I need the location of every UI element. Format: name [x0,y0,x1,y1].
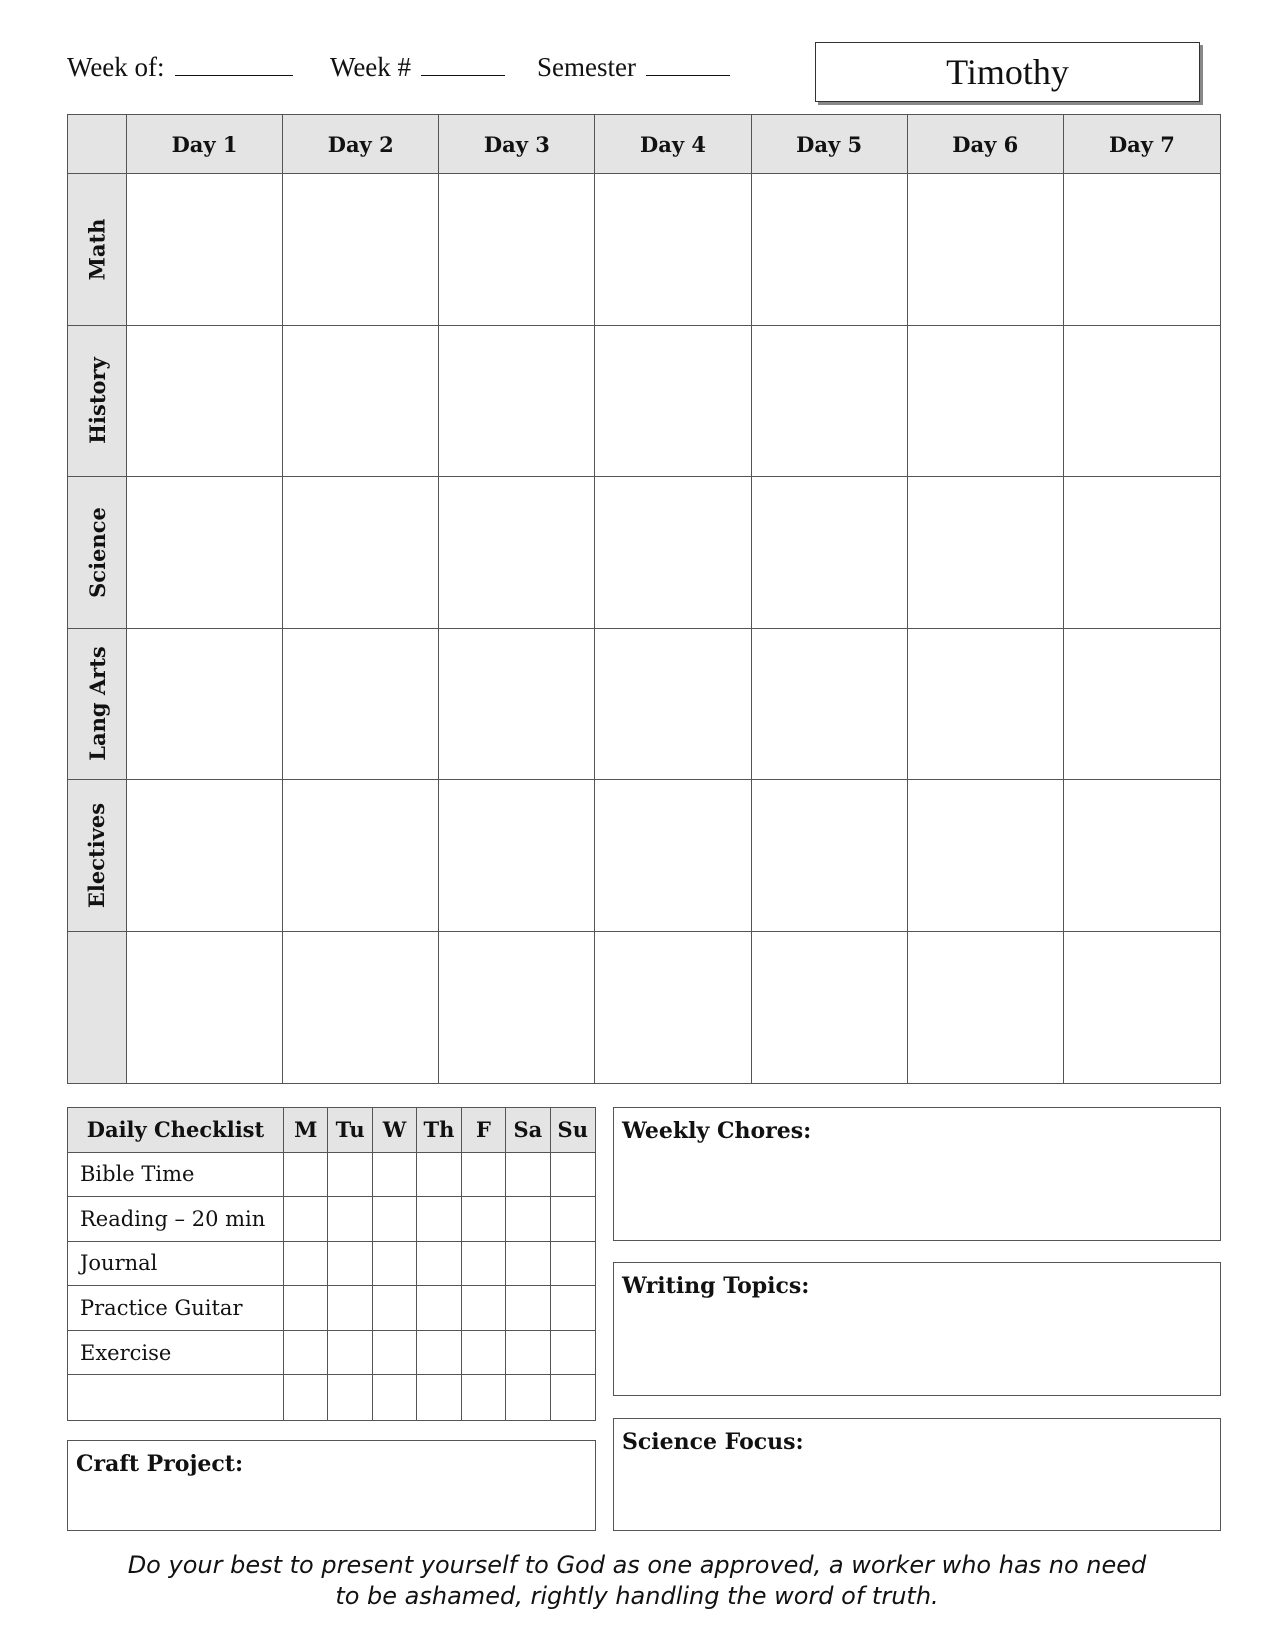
schedule-cell[interactable] [283,477,439,629]
schedule-cell[interactable] [908,780,1064,932]
checklist-checkbox[interactable] [417,1242,461,1287]
schedule-cell[interactable] [595,477,751,629]
schedule-cell[interactable] [439,477,595,629]
schedule-cell[interactable] [283,932,439,1084]
schedule-cell[interactable] [127,780,283,932]
checklist-checkbox[interactable] [551,1242,595,1287]
checklist-checkbox[interactable] [284,1153,328,1198]
weekly-schedule-grid [67,114,1221,1084]
checklist-checkbox[interactable] [506,1331,550,1376]
checklist-checkbox[interactable] [462,1375,506,1420]
subject-label: History [84,357,110,445]
grid-corner [68,115,127,174]
subject-label: Electives [84,802,110,908]
checklist-checkbox[interactable] [462,1286,506,1331]
week-of-field[interactable] [67,52,293,83]
schedule-cell[interactable] [127,326,283,478]
day-header-4: Day 4 [595,115,751,174]
checklist-item-practice-guitar: Practice Guitar [68,1286,284,1331]
daily-checklist-table [67,1107,596,1421]
week-of-label: Week of: [67,52,165,82]
checklist-item-bible-time: Bible Time [68,1153,284,1198]
schedule-cell[interactable] [752,629,908,781]
checklist-checkbox[interactable] [417,1375,461,1420]
checklist-checkbox[interactable] [417,1197,461,1242]
schedule-cell[interactable] [283,780,439,932]
checklist-day-m: M [284,1108,328,1153]
checklist-checkbox[interactable] [506,1375,550,1420]
checklist-checkbox[interactable] [284,1375,328,1420]
schedule-cell[interactable] [595,780,751,932]
checklist-checkbox[interactable] [551,1197,595,1242]
schedule-cell[interactable] [752,932,908,1084]
semester-field[interactable] [537,52,730,83]
checklist-checkbox[interactable] [417,1153,461,1198]
schedule-cell[interactable] [283,629,439,781]
craft-project-label: Craft Project: [76,1451,244,1477]
subject-row-label-electives [68,780,127,932]
schedule-cell[interactable] [439,780,595,932]
checklist-item-blank [68,1375,284,1420]
checklist-checkbox[interactable] [462,1242,506,1287]
schedule-cell[interactable] [752,174,908,326]
schedule-cell[interactable] [439,174,595,326]
schedule-cell[interactable] [283,326,439,478]
schedule-cell[interactable] [908,477,1064,629]
subject-label: Math [84,218,110,281]
checklist-checkbox[interactable] [462,1331,506,1376]
schedule-cell[interactable] [439,326,595,478]
schedule-cell[interactable] [1064,477,1220,629]
checklist-day-sa: Sa [506,1108,550,1153]
checklist-checkbox[interactable] [506,1197,550,1242]
schedule-cell[interactable] [752,326,908,478]
schedule-cell[interactable] [595,932,751,1084]
checklist-checkbox[interactable] [328,1331,372,1376]
day-header-2: Day 2 [283,115,439,174]
week-of-blank[interactable] [175,53,293,76]
weekly-chores-box[interactable] [613,1107,1221,1241]
checklist-checkbox[interactable] [462,1153,506,1198]
schedule-cell[interactable] [127,174,283,326]
checklist-day-su: Su [551,1108,595,1153]
schedule-cell[interactable] [439,932,595,1084]
checklist-checkbox[interactable] [506,1242,550,1287]
schedule-cell[interactable] [1064,780,1220,932]
checklist-checkbox[interactable] [373,1242,417,1287]
checklist-checkbox[interactable] [328,1242,372,1287]
schedule-cell[interactable] [595,629,751,781]
subject-label: Lang Arts [84,646,110,762]
checklist-item-reading-20-min: Reading – 20 min [68,1197,284,1242]
day-header-3: Day 3 [439,115,595,174]
schedule-cell[interactable] [283,174,439,326]
schedule-cell[interactable] [1064,326,1220,478]
checklist-checkbox[interactable] [328,1375,372,1420]
day-header-5: Day 5 [752,115,908,174]
checklist-checkbox[interactable] [551,1286,595,1331]
day-header-6: Day 6 [908,115,1064,174]
checklist-checkbox[interactable] [462,1197,506,1242]
checklist-checkbox[interactable] [417,1286,461,1331]
subject-row-label-lang-arts [68,629,127,781]
schedule-cell[interactable] [127,477,283,629]
checklist-checkbox[interactable] [373,1286,417,1331]
schedule-cell[interactable] [127,932,283,1084]
checklist-checkbox[interactable] [551,1153,595,1198]
checklist-checkbox[interactable] [373,1331,417,1376]
science-focus-label: Science Focus: [622,1429,804,1455]
checklist-checkbox[interactable] [506,1153,550,1198]
checklist-item-exercise: Exercise [68,1331,284,1376]
schedule-cell[interactable] [908,629,1064,781]
checklist-day-th: Th [417,1108,461,1153]
checklist-day-w: W [373,1108,417,1153]
checklist-item-journal: Journal [68,1242,284,1287]
quote-line-2: to be ashamed, rightly handling the word of truth. [335,1582,939,1610]
checklist-checkbox[interactable] [328,1153,372,1198]
subject-label: Science [84,506,110,598]
craft-project-box[interactable] [67,1440,596,1531]
schedule-cell[interactable] [908,326,1064,478]
checklist-checkbox[interactable] [551,1375,595,1420]
subject-row-label-history [68,326,127,478]
schedule-cell[interactable] [439,629,595,781]
checklist-day-tu: Tu [328,1108,372,1153]
weekly-chores-label: Weekly Chores: [622,1118,812,1144]
checklist-checkbox[interactable] [373,1197,417,1242]
semester-label: Semester [537,52,636,82]
day-header-7: Day 7 [1064,115,1220,174]
checklist-checkbox[interactable] [284,1197,328,1242]
subject-row-label-math [68,174,127,326]
checklist-checkbox[interactable] [284,1242,328,1287]
schedule-cell[interactable] [1064,174,1220,326]
student-name: Timothy [946,52,1069,92]
day-header-1: Day 1 [127,115,283,174]
schedule-cell[interactable] [908,174,1064,326]
schedule-cell[interactable] [595,326,751,478]
subject-row-label-blank [68,932,127,1084]
checklist-checkbox[interactable] [417,1331,461,1376]
week-number-field[interactable] [330,52,505,83]
semester-blank[interactable] [646,53,730,76]
schedule-cell[interactable] [908,932,1064,1084]
schedule-cell[interactable] [595,174,751,326]
schedule-cell[interactable] [752,477,908,629]
writing-topics-box[interactable] [613,1262,1221,1396]
schedule-cell[interactable] [1064,932,1220,1084]
checklist-day-f: F [462,1108,506,1153]
checklist-checkbox[interactable] [506,1286,550,1331]
schedule-cell[interactable] [752,780,908,932]
week-number-label: Week # [330,52,412,82]
schedule-cell[interactable] [1064,629,1220,781]
student-name-box [815,42,1200,102]
checklist-checkbox[interactable] [373,1153,417,1198]
writing-topics-label: Writing Topics: [622,1273,810,1299]
science-focus-box[interactable] [613,1418,1221,1531]
checklist-checkbox[interactable] [284,1331,328,1376]
subject-row-label-science [68,477,127,629]
checklist-checkbox[interactable] [284,1286,328,1331]
schedule-cell[interactable] [127,629,283,781]
checklist-checkbox[interactable] [328,1286,372,1331]
checklist-checkbox[interactable] [328,1197,372,1242]
quote-line-1: Do your best to present yourself to God as one approved, a worker who has no need [127,1551,1147,1579]
week-number-blank[interactable] [421,53,505,76]
checklist-title: Daily Checklist [68,1108,284,1153]
scripture-quote [0,1550,1274,1612]
checklist-checkbox[interactable] [373,1375,417,1420]
checklist-checkbox[interactable] [551,1331,595,1376]
